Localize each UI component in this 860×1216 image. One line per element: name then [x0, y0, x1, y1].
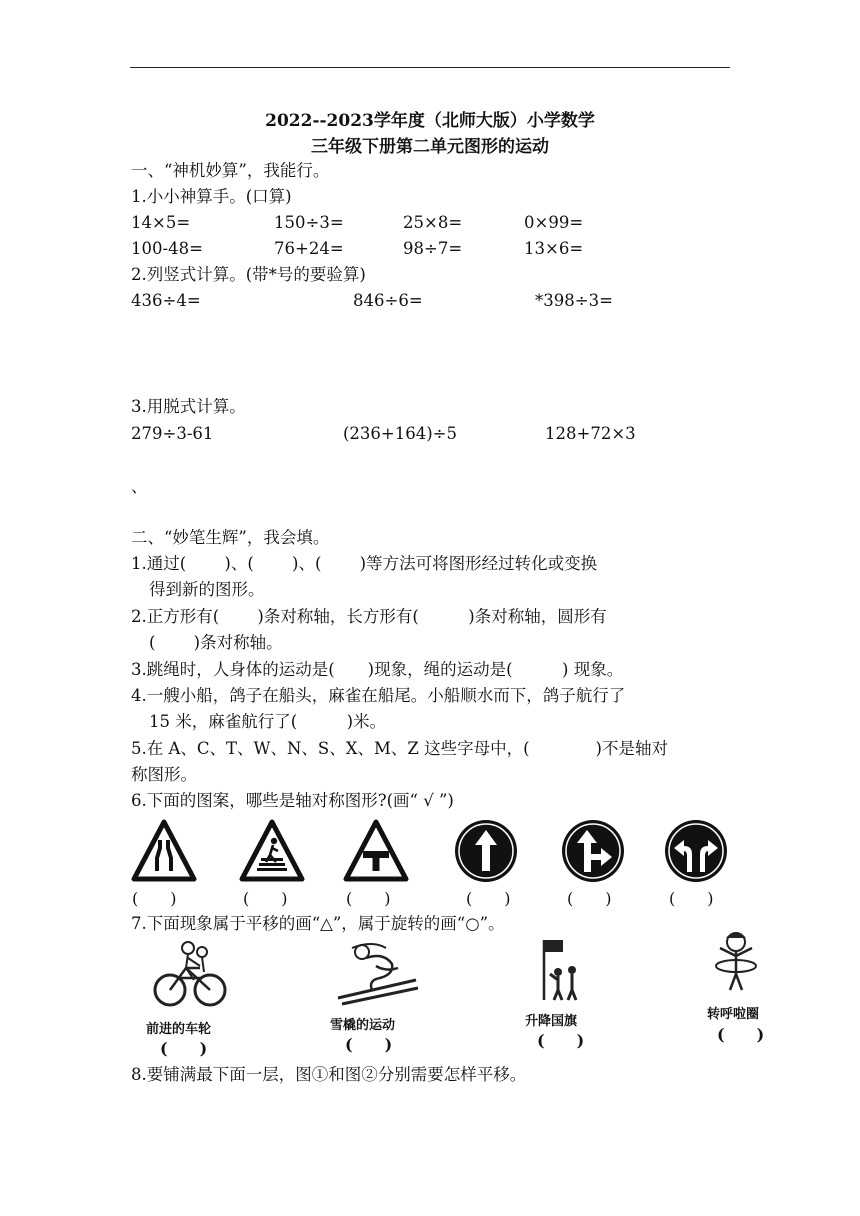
fill-q3: 3.跳绳时，人身体的运动是( )现象，绳的运动是( ) 现象。	[131, 660, 624, 679]
mental-calc-item: 13×6=	[524, 239, 584, 258]
vertical-calc-item: 846÷6=	[353, 291, 423, 310]
pedestrian-crossing-sign-icon	[239, 818, 305, 884]
fill-q5-line2: 称图形。	[131, 765, 197, 784]
caption-bicycle: 前进的车轮	[146, 1022, 212, 1037]
sign-answer-blank[interactable]: ( )	[243, 889, 288, 908]
vertical-calc-item: *398÷3=	[535, 291, 613, 310]
step-calc-item: (236+164)÷5	[343, 424, 458, 443]
q1-label: 1.小小神算手。(口算)	[131, 187, 292, 206]
fill-q4-line2: 15 米，麻雀航行了( )米。	[149, 712, 387, 731]
t-junction-sign-icon	[343, 818, 409, 884]
caption-sled: 雪橇的运动	[330, 1018, 396, 1033]
sign-answer-blank[interactable]: ( )	[567, 889, 612, 908]
sign-answer-blank[interactable]: ( )	[346, 889, 391, 908]
caption-hula-hoop: 转呼啦圈	[707, 1007, 760, 1022]
flag-raising-icon	[528, 936, 588, 1002]
q3-label: 3.用脱式计算。	[131, 397, 246, 416]
section2-heading: 二、“妙笔生辉”，我会填。	[131, 528, 330, 547]
fill-q7: 7.下面现象属于平移的画“△”，属于旋转的画“○”。	[131, 914, 505, 933]
section1-heading: 一、“神机妙算”，我能行。	[131, 161, 330, 180]
step-calc-item: 128+72×3	[545, 424, 636, 443]
sign-answer-blank[interactable]: ( )	[669, 889, 714, 908]
sign-answer-blank[interactable]: ( )	[132, 889, 177, 908]
sign-answer-blank[interactable]: ( )	[466, 889, 511, 908]
caption-flag: 升降国旗	[525, 1014, 578, 1029]
fill-q1-line2: 得到新的图形。	[149, 580, 265, 599]
mental-calc-item: 0×99=	[524, 213, 584, 232]
fill-q1-line1: 1.通过( )、( )、( )等方法可将图形经过转化或变换	[131, 554, 598, 573]
vertical-calc-item: 436÷4=	[131, 291, 201, 310]
straight-or-right-sign-icon	[560, 818, 626, 884]
motion-answer-blank[interactable]: ( )	[717, 1025, 765, 1044]
fill-q8: 8.要铺满最下面一层，图①和图②分别需要怎样平移。	[131, 1065, 527, 1084]
mental-calc-item: 14×5=	[131, 213, 191, 232]
title-line-1: 2022--2023学年度（北师大版）小学数学	[265, 111, 595, 131]
fill-q2-line1: 2.正方形有( )条对称轴，长方形有( )条对称轴，圆形有	[131, 607, 607, 626]
sled-icon	[332, 938, 422, 1008]
fill-q4-line1: 4.一艘小船，鸽子在船头，麻雀在船尾。小船顺水而下，鸽子航行了	[131, 686, 626, 705]
hula-hoop-icon	[712, 930, 760, 996]
fill-q6: 6.下面的图案，哪些是轴对称图形?(画“ √ ”)	[131, 791, 454, 810]
left-or-right-sign-icon	[663, 818, 729, 884]
mental-calc-item: 25×8=	[403, 213, 463, 232]
top-rule	[130, 67, 730, 68]
bicycle-icon	[150, 938, 230, 1010]
mental-calc-item: 76+24=	[274, 239, 344, 258]
fill-q5-line1: 5.在 A、C、T、W、N、S、X、M、Z 这些字母中，( )不是轴对	[131, 739, 668, 758]
road-narrows-sign-icon	[131, 818, 197, 884]
motion-answer-blank[interactable]: ( )	[160, 1039, 208, 1058]
fill-q2-line2: ( )条对称轴。	[149, 633, 283, 652]
step-calc-item: 279÷3-61	[131, 424, 214, 443]
motion-answer-blank[interactable]: ( )	[345, 1035, 393, 1054]
mental-calc-item: 98÷7=	[403, 239, 463, 258]
motion-answer-blank[interactable]: ( )	[537, 1031, 585, 1050]
title-line-2: 三年级下册第二单元图形的运动	[311, 137, 549, 157]
q2-label: 2.列竖式计算。(带*号的要验算)	[131, 265, 366, 284]
mental-calc-item: 150÷3=	[274, 213, 344, 232]
mental-calc-item: 100-48=	[131, 239, 203, 258]
straight-ahead-sign-icon	[453, 818, 519, 884]
stray-mark: 、	[131, 477, 148, 496]
